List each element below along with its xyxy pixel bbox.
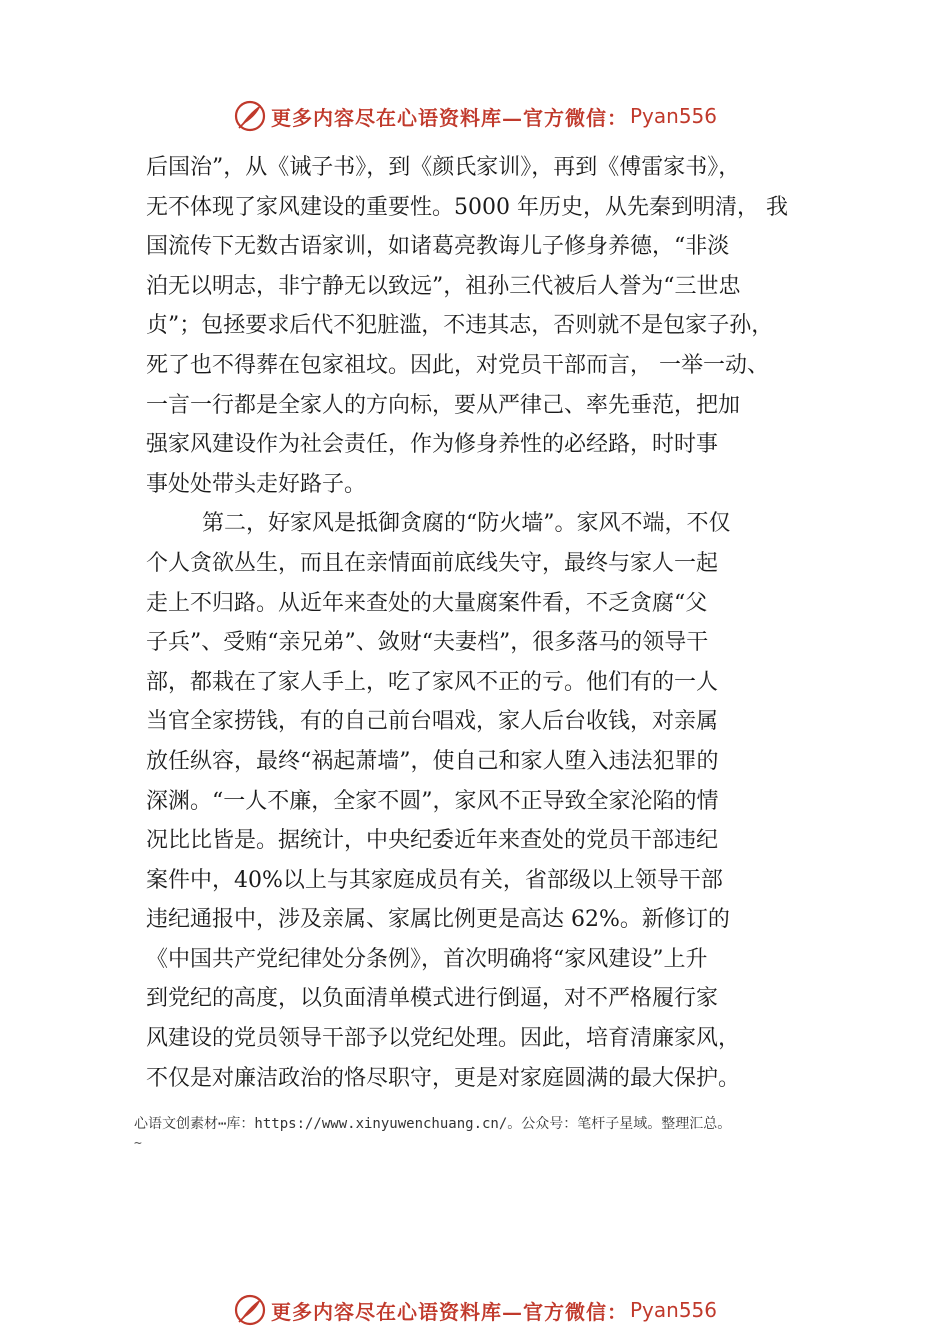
feather-quill-circle-icon <box>233 99 267 133</box>
text-line: 不仅是对廉洁政治的恪尽职守，更是对家庭圆满的最大保护。 <box>146 1065 741 1091</box>
banner-wechat-id: Pyan556 <box>629 1298 717 1322</box>
text-line: 强家风建设作为社会责任，作为修身养性的必经路，时时事 <box>146 432 719 458</box>
text-line: 放任纵容，最终“祸起萧墙”，使自己和家人堕入违法犯罪的 <box>146 748 719 774</box>
text-line: 子兵”、受贿“亲兄弟”、敛财“夫妻档”，很多落马的领导干 <box>146 630 709 656</box>
text-line: 后国治”，从《诫子书》，到《颜氏家训》，再到《傅雷家书》， <box>146 155 741 180</box>
text-line: 第二，好家风是抵御贪腐的“防火墙”。家风不端，不仅 <box>202 511 731 537</box>
text-line: 到党纪的高度，以负面清单模式进行倒逼，对不严格履行家 <box>146 986 719 1012</box>
text-line: 况比比皆是。据统计，中央纪委近年来查处的党员干部违纪 <box>146 828 719 854</box>
text-line: 《中国共产党纪律处分条例》，首次明确将“家风建设”上升 <box>146 946 708 972</box>
text-line: 风建设的党员领导干部予以党纪处理。因此，培育清廉家风， <box>146 1026 741 1052</box>
text-line: 当官全家捞钱，有的自己前台唱戏，家人后台收钱，对亲属 <box>146 709 719 735</box>
text-line: 案件中，40%以上与其家庭成员有关，省部级以上领导干部 <box>146 867 723 893</box>
text-line: 事处处带头走好路子。 <box>146 471 367 497</box>
feather-quill-circle-icon <box>233 1293 267 1327</box>
source-footnote: 心语文创素材⋯库：https://www.xinyuwenchuang.cn/。公众号：笔杆子星域。整理汇总。 <box>134 1116 732 1132</box>
header-banner <box>0 96 950 136</box>
banner-text: 更多内容尽在心语资料库—官方微信： <box>270 1299 628 1324</box>
document-body <box>146 148 846 1098</box>
footer-banner <box>0 1290 950 1330</box>
text-line: 一言一行都是全家人的方向标，要从严律己、率先垂范，把加 <box>146 392 741 418</box>
text-line: 走上不归路。从近年来查处的大量腐案件看，不乏贪腐“父 <box>146 590 708 616</box>
banner-wechat-id: Pyan556 <box>629 104 717 128</box>
text-line: 深渊。“一人不廉，全家不圆”，家风不正导致全家沦陷的情 <box>146 788 719 814</box>
footnote-tilde: ~ <box>134 1136 142 1151</box>
text-line: 国流传下无数古语家训，如诸葛亮教诲儿子修身养德，“非淡 <box>146 234 730 260</box>
text-line: 泊无以明志，非宁静无以致远”，祖孙三代被后人誉为“三世忠 <box>146 273 741 299</box>
text-line: 死了也不得葬在包家祖坟。因此，对党员干部而言， 一举一动、 <box>146 352 769 378</box>
text-line: 无不体现了家风建设的重要性。5000 年历史，从先秦到明清， 我 <box>146 194 788 220</box>
text-line: 违纪通报中，涉及亲属、家属比例更是高达 62%。新修订的 <box>146 907 730 933</box>
text-line: 个人贪欲丛生，而且在亲情面前底线失守，最终与家人一起 <box>146 550 719 576</box>
text-line: 贞”；包拯要求后代不犯脏滥，不违其志，否则就不是包家子孙， <box>146 313 774 339</box>
text-line: 部，都栽在了家人手上，吃了家风不正的亏。他们有的一人 <box>146 669 719 695</box>
banner-text: 更多内容尽在心语资料库—官方微信： <box>270 105 628 130</box>
